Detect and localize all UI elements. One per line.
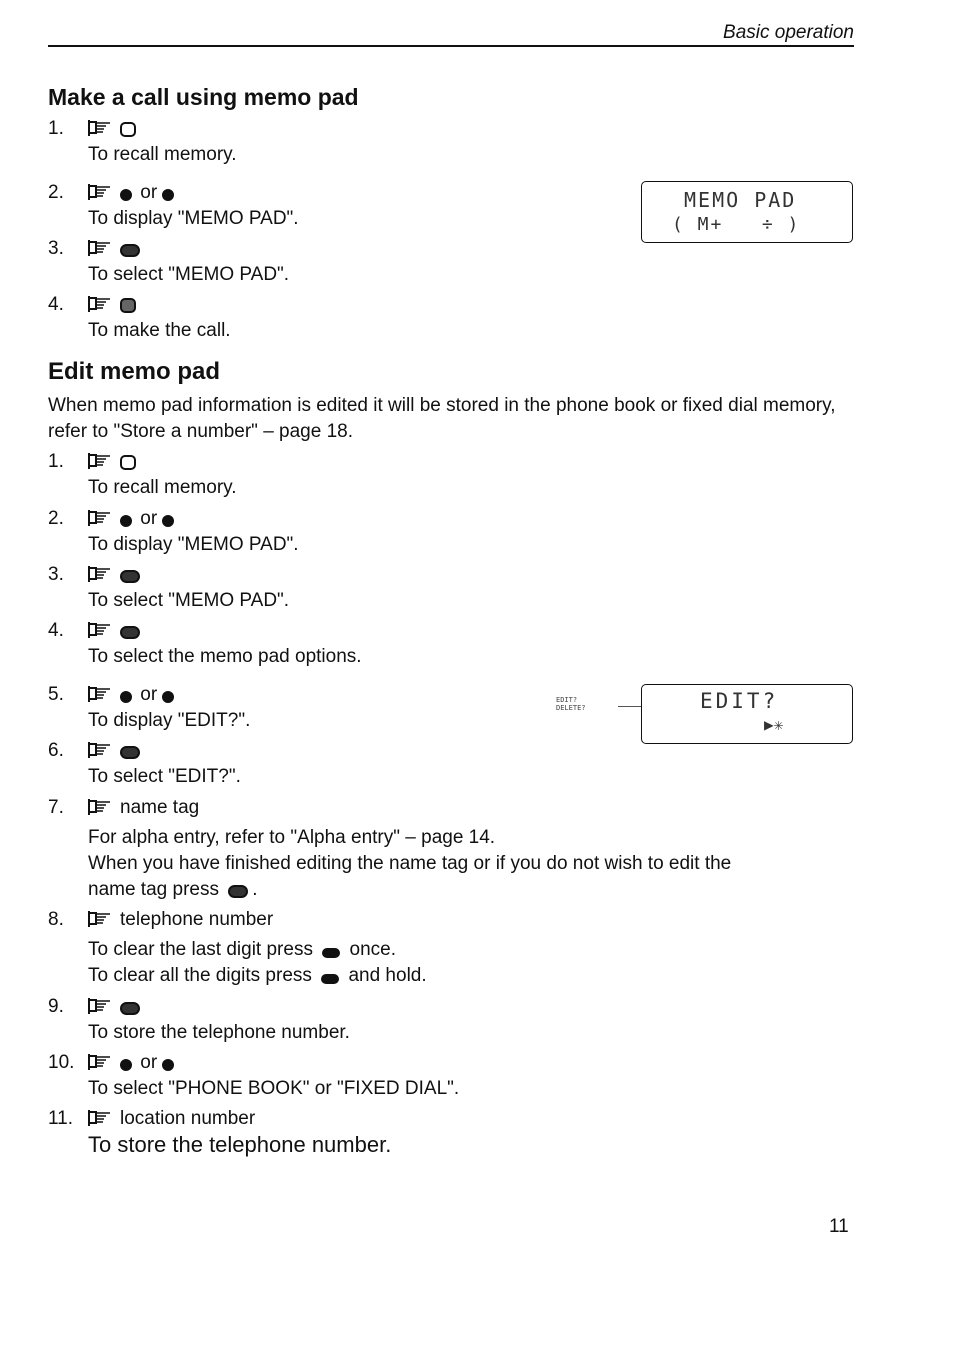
lcd-display-edit [641,684,853,744]
pointing-hand-icon [88,798,112,816]
step-description: To display "EDIT?". [88,710,251,731]
s2-step-7 [48,795,848,903]
lcd-line-2: ( M+ ÷ ) [672,214,801,235]
pointing-hand-icon [88,452,112,470]
pointing-hand-icon [88,997,112,1015]
lcd-display-memo-pad [641,181,853,243]
s2-step-8 [48,907,848,989]
s1-step-1 [48,116,848,168]
pointing-hand-icon [88,910,112,928]
scroll-up-key-icon [120,691,132,703]
running-header: Basic operation [723,22,854,43]
step-description: To select "MEMO PAD". [88,264,290,285]
header-rule [48,45,854,47]
pointing-hand-icon [88,621,112,639]
note-text: . [252,879,258,900]
recall-key-icon [120,122,136,137]
s1-step-4 [48,292,848,344]
s2-step-2 [48,506,848,558]
step-number: 4. [48,294,64,315]
menu-key-icon [120,1002,140,1015]
menu-key-icon [120,626,140,639]
step-description: To recall memory. [88,477,237,498]
clear-key-icon [321,974,339,984]
step-number: 2. [48,508,64,529]
step-description: To select "EDIT?". [88,766,241,787]
s1-step-3 [48,236,848,288]
menu-key-icon [228,885,248,898]
step-action [88,738,143,764]
step-description: To display "MEMO PAD". [88,534,299,555]
action-label: name tag [120,797,200,818]
step-description: To store the telephone number. [88,1132,392,1157]
note-alpha-entry: For alpha entry, refer to "Alpha entry" – page 14. [88,827,496,848]
note-text: When you have finished editing the name tag or if you do not wish to edit the [88,853,732,874]
s2-step-1 [48,449,848,501]
s2-step-6 [48,738,848,790]
note-clear-last [88,937,848,963]
step-action [88,236,143,262]
section-title-edit-memo-pad: Edit memo pad [48,358,221,385]
step-action [88,907,273,933]
or-text: or [140,1052,158,1073]
pointing-hand-icon [88,119,112,137]
step-number: 1. [48,451,64,472]
note-text: once. [349,939,396,960]
lcd-line-1: MEMO PAD [684,188,797,212]
step-action [88,292,139,318]
recall-key-icon [120,455,136,470]
step-description: To display "MEMO PAD". [88,208,299,229]
step-number: 10. [48,1052,75,1073]
step-action [88,506,177,532]
step-number: 4. [48,620,64,641]
step-description: To select "PHONE BOOK" or "FIXED DIAL". [88,1078,460,1099]
note-clear-all [88,963,848,989]
step-number: 3. [48,238,64,259]
step-note [88,825,848,903]
or-text: or [140,684,158,705]
step-action [88,795,199,821]
s2-step-4 [48,618,848,670]
lcd-cursor-indicator: ▶✳ [764,715,784,734]
menu-key-icon [120,244,140,257]
lcd-connector-line [618,706,642,707]
note-finished-editing [88,851,848,903]
pointing-hand-icon [88,509,112,527]
step-number: 5. [48,684,64,705]
pointing-hand-icon [88,295,112,313]
note-text: To clear all the digits press [88,965,312,986]
step-note [88,937,848,989]
note-text: To clear the last digit press [88,939,313,960]
step-description: To make the call. [88,320,231,341]
s2-step-3 [48,562,848,614]
step-action [88,562,143,588]
step-number: 1. [48,118,64,139]
step-description: To recall memory. [88,144,237,165]
scroll-down-key-icon [162,189,174,201]
step-number: 8. [48,909,64,930]
section-title-make-call: Make a call using memo pad [48,84,359,110]
step-action [88,1106,255,1132]
step-number: 7. [48,797,64,818]
step-action [88,682,177,708]
lcd-line-1: EDIT? [700,689,779,713]
s2-step-10 [48,1050,848,1102]
menu-key-icon [120,746,140,759]
step-number: 6. [48,740,64,761]
menu-preview-line: EDIT? [556,696,578,704]
step-action [88,180,177,206]
step-description: To store the telephone number. [88,1022,350,1043]
action-label: location number [120,1108,256,1129]
scroll-up-key-icon [120,189,132,201]
pointing-hand-icon [88,741,112,759]
pointing-hand-icon [88,183,112,201]
step-action [88,994,143,1020]
scroll-down-key-icon [162,1059,174,1071]
scroll-up-key-icon [120,1059,132,1071]
scroll-down-key-icon [162,691,174,703]
pointing-hand-icon [88,1053,112,1071]
step-number: 2. [48,182,64,203]
pointing-hand-icon [88,565,112,583]
note-text: name tag press [88,879,219,900]
menu-key-icon [120,570,140,583]
note-text: and hold. [348,965,427,986]
s2-step-9 [48,994,848,1046]
step-action [88,116,139,142]
pointing-hand-icon [88,1109,112,1127]
step-number: 11. [48,1108,74,1129]
step-number: 3. [48,564,64,585]
step-description: To select the memo pad options. [88,646,362,667]
page-number: 11 [829,1216,849,1237]
scroll-up-key-icon [120,515,132,527]
step-action [88,1050,177,1076]
pointing-hand-icon [88,239,112,257]
scroll-down-key-icon [162,515,174,527]
step-number: 9. [48,996,64,1017]
pointing-hand-icon [88,685,112,703]
intro-paragraph: When memo pad information is edited it will be stored in the phone book or fixed dial memory, refer to "Store a number" – page 18. [48,395,836,442]
step-action [88,618,143,644]
clear-key-icon [322,948,340,958]
send-key-icon [120,298,136,313]
s2-step-11 [48,1106,848,1158]
lcd-menu-preview [556,696,586,712]
step-action [88,449,139,475]
or-text: or [140,508,158,529]
action-label: telephone number [120,909,274,930]
or-text: or [140,182,158,203]
step-description: To select "MEMO PAD". [88,590,290,611]
menu-preview-line: DELETE? [556,704,586,712]
